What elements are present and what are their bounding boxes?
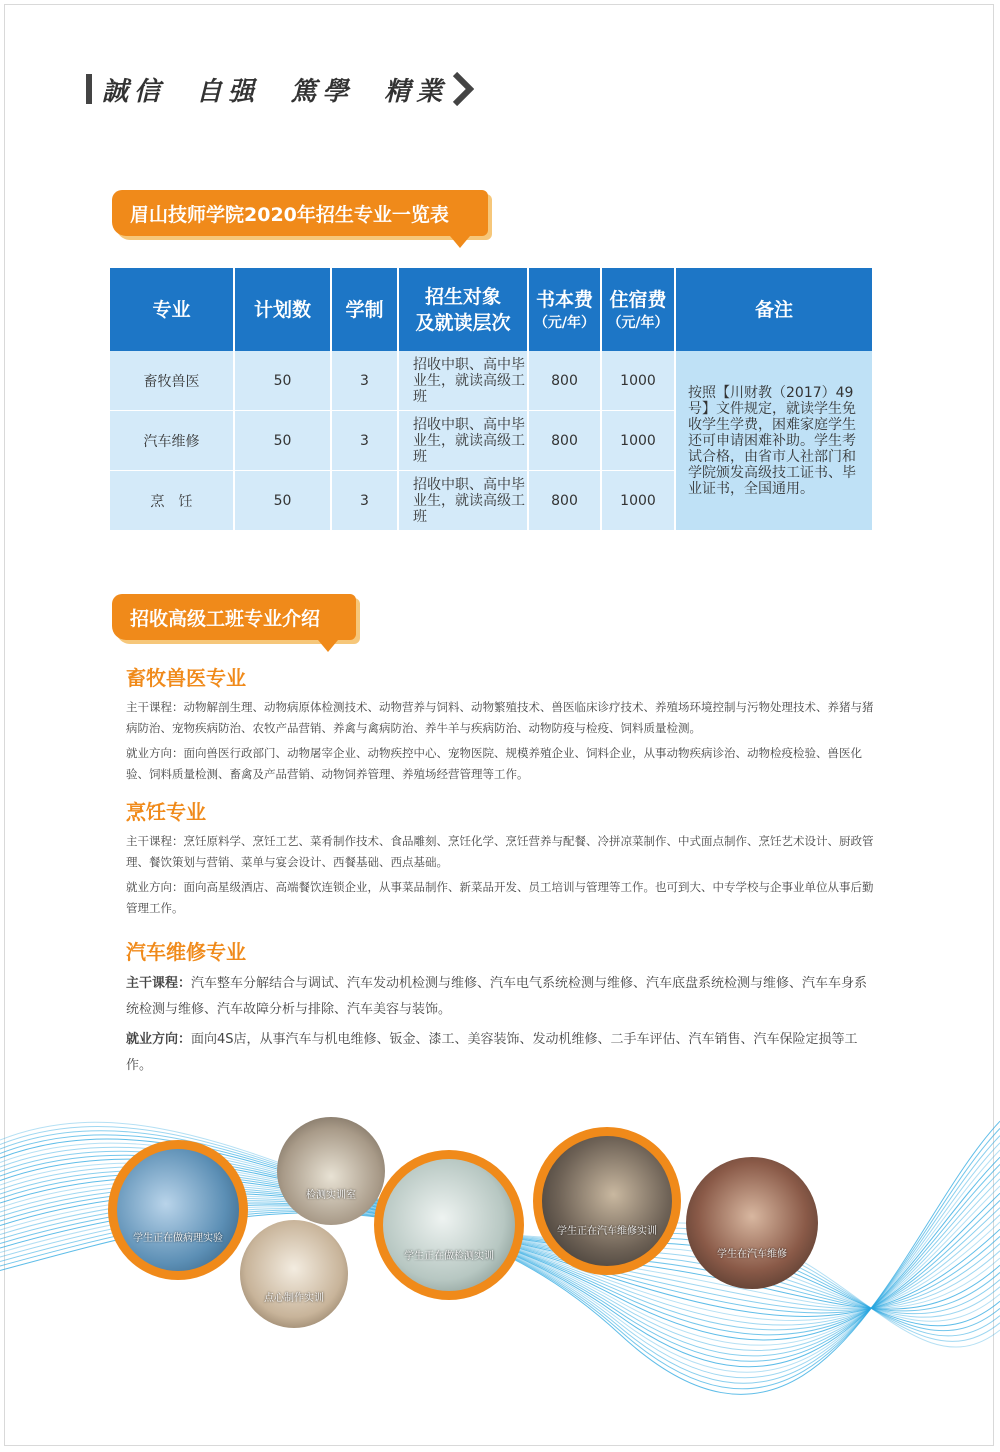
- photo-testing-room: [277, 1117, 385, 1225]
- header-target-line2: 及就读层次: [415, 311, 511, 334]
- cell-target: 招收中职、高中毕业生，就读高级工班: [398, 411, 528, 471]
- motto: [86, 72, 474, 106]
- intro-section-title: 招收高级工班专业介绍: [112, 594, 356, 640]
- header-dorm-line1: 住宿费: [609, 288, 667, 311]
- major-animal-husbandry: [126, 662, 874, 789]
- major-title: 汽车维修专业: [126, 940, 246, 964]
- photo-pathology-lab: [108, 1140, 248, 1280]
- major-career: [126, 877, 874, 919]
- career-text: 面向高星级酒店、高端餐饮连锁企业，从事菜品制作、新菜品开发、员工培训与管理等工作。也可到大、中专学校与企事业单位从事后勤管理工作。: [126, 880, 874, 915]
- table-header-row: [110, 268, 872, 351]
- header-years: 学制: [331, 268, 398, 351]
- cell-plan: 50: [234, 411, 331, 471]
- photo-caption: 学生在汽车维修: [717, 1248, 787, 1260]
- header-dorm-line2: （元/年）: [607, 314, 669, 331]
- motto-text: 誠信 自强 篤學 精業: [102, 76, 449, 107]
- header-target-line1: 招生对象: [424, 285, 501, 308]
- major-title: 烹饪专业: [126, 800, 206, 824]
- header-book-line2: （元/年）: [533, 314, 596, 331]
- career-label: 就业方向：: [126, 880, 184, 894]
- career-label: 就业方向：: [126, 1032, 192, 1047]
- photo-auto-repair: [686, 1157, 818, 1289]
- cell-target: 招收中职、高中毕业生，就读高级工班: [398, 471, 528, 531]
- major-auto-repair: [126, 936, 874, 1083]
- cell-years: 3: [331, 471, 398, 531]
- course-text: 汽车整车分解结合与调试、汽车发动机检测与维修、汽车电气系统检测与维修、汽车底盘系统检测与维修、汽车车身系统检测与维修、汽车故障分析与排除、汽车美容与装饰。: [126, 976, 868, 1017]
- major-cooking: [126, 796, 874, 923]
- course-text: 烹饪原料学、烹饪工艺、菜肴制作技术、食品雕刻、烹饪化学、烹饪营养与配餐、冷拼凉菜制作、中式面点制作、烹饪艺术设计、厨政管理、餐饮策划与营销、菜单与宴会设计、西餐基础、西点基础。: [126, 834, 874, 869]
- course-label: 主干课程：: [126, 700, 184, 714]
- table-section-title: 眉山技师学院2020年招生专业一览表: [112, 190, 488, 236]
- course-label: 主干课程：: [126, 976, 192, 991]
- cell-major: 汽车维修: [110, 411, 234, 471]
- cell-major: 烹 饪: [110, 471, 234, 531]
- photo-caption: 点心制作实训: [264, 1293, 324, 1305]
- major-title: 畜牧兽医专业: [126, 666, 246, 690]
- photo-testing-training: [374, 1150, 524, 1300]
- cell-dorm: 1000: [601, 471, 675, 531]
- cell-years: 3: [331, 351, 398, 411]
- career-label: 就业方向：: [126, 746, 184, 760]
- header-target: [398, 268, 528, 351]
- major-courses: [126, 971, 874, 1023]
- photo-caption: 学生正在做检测实训: [404, 1250, 494, 1262]
- career-text: 面向4S店，从事汽车与机电维修、钣金、漆工、美容装饰、发动机维修、二手车评估、汽车销售、汽车保险定损等工作。: [126, 1032, 858, 1073]
- major-career: [126, 1027, 874, 1079]
- cell-remark: 按照【川财教（2017）49号】文件规定，就读学生免收学生学费，困难家庭学生还可申请困难补助。学生考试合格，由省市人社部门和学院颁发高级技工证书、毕业证书，全国通用。: [675, 351, 872, 531]
- motto-bar: [86, 74, 92, 104]
- course-text: 动物解剖生理、动物病原体检测技术、动物营养与饲料、动物繁殖技术、兽医临床诊疗技术、养殖场环境控制与污物处理技术、养猪与猪病防治、宠物疾病防治、农牧产品营销、养禽与禽病防治、养牛羊与疾病防治、动物防疫与检疫、饲料质量检测。: [126, 700, 874, 735]
- photo-auto-repair-training: [533, 1127, 681, 1275]
- cell-plan: 50: [234, 471, 331, 531]
- chevron-right-icon: [452, 72, 474, 106]
- cell-dorm: 1000: [601, 411, 675, 471]
- header-major: 专业: [110, 268, 234, 351]
- course-label: 主干课程：: [126, 834, 184, 848]
- photo-caption: 学生正在做病理实验: [133, 1233, 223, 1245]
- cell-major: 畜牧兽医: [110, 351, 234, 411]
- table-row: [110, 351, 872, 411]
- enrollment-table: [110, 268, 872, 531]
- cell-target: 招收中职、高中毕业生，就读高级工班: [398, 351, 528, 411]
- header-book: [528, 268, 601, 351]
- major-courses: [126, 831, 874, 873]
- cell-book: 800: [528, 411, 601, 471]
- photo-caption: 检测实训室: [306, 1190, 356, 1202]
- photo-caption: 学生正在汽车维修实训: [557, 1226, 657, 1238]
- major-courses: [126, 697, 874, 739]
- header-remark: 备注: [675, 268, 872, 351]
- header-plan: 计划数: [234, 268, 331, 351]
- header-dorm: [601, 268, 675, 351]
- header-book-line1: 书本费: [535, 288, 593, 311]
- cell-years: 3: [331, 411, 398, 471]
- cell-plan: 50: [234, 351, 331, 411]
- photo-pastry-training: [240, 1220, 348, 1328]
- major-career: [126, 743, 874, 785]
- career-text: 面向兽医行政部门、动物屠宰企业、动物疾控中心、宠物医院、规模养殖企业、饲料企业，从事动物疾病诊治、动物检疫检验、兽医化验、饲料质量检测、畜禽及产品营销、动物饲养管理、养殖场经营管理等工作。: [126, 746, 862, 781]
- cell-book: 800: [528, 471, 601, 531]
- cell-book: 800: [528, 351, 601, 411]
- cell-dorm: 1000: [601, 351, 675, 411]
